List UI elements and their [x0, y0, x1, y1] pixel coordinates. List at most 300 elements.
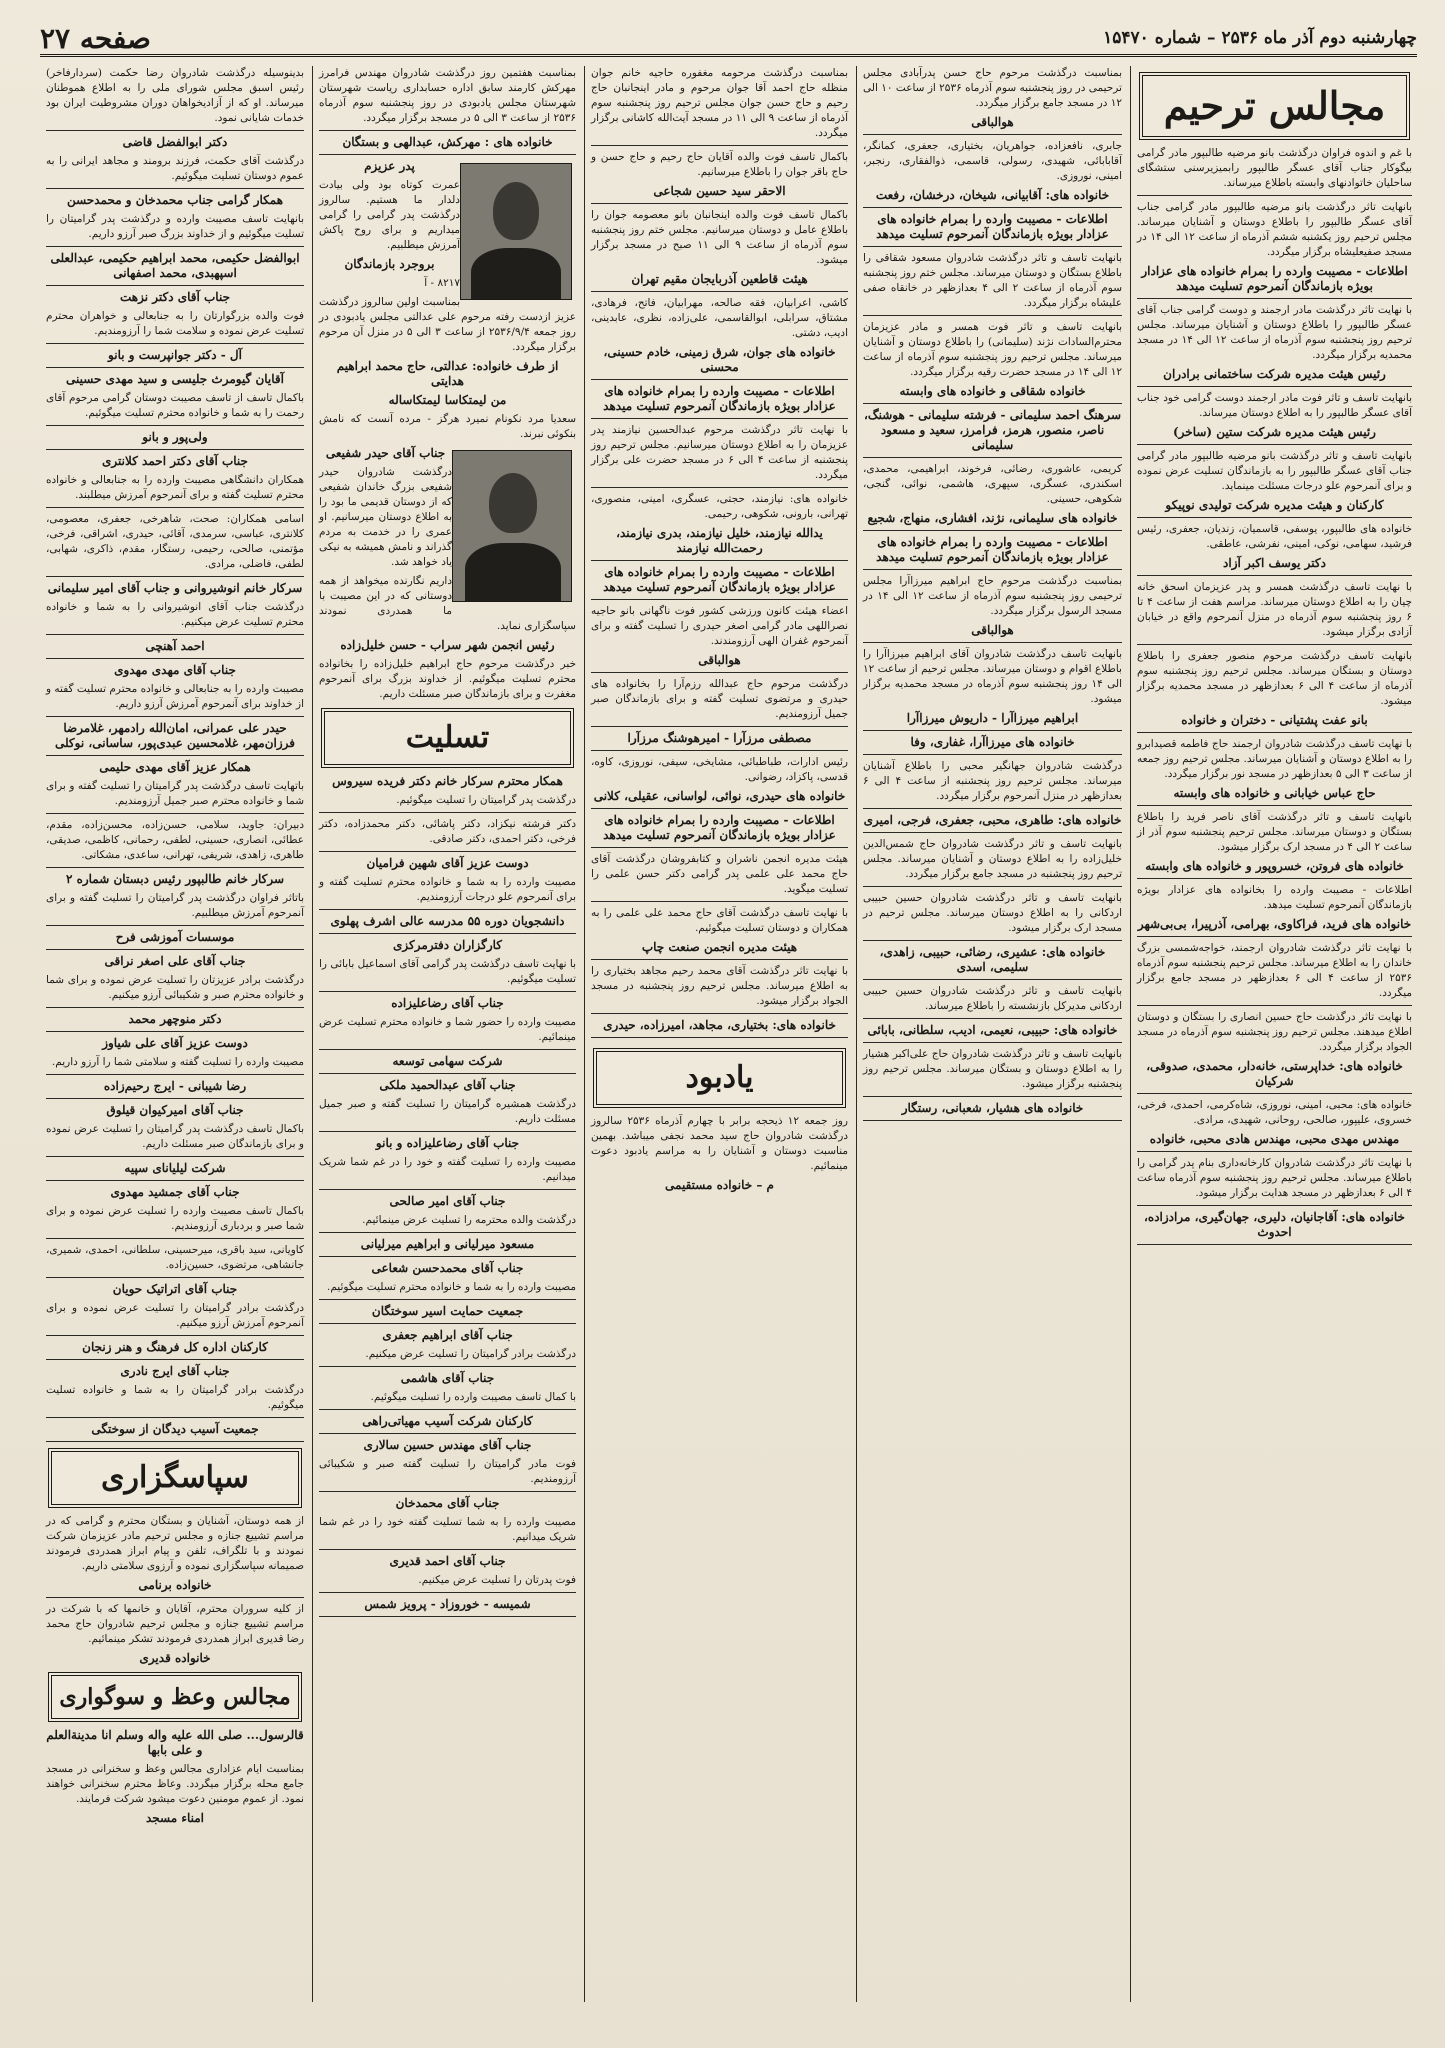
notice-title: کارکنان شرکت آسیب مهیاتی‌راهی — [362, 1414, 533, 1428]
notice-title: جمعیت آسیب دیدگان از سوختگی — [91, 1422, 259, 1436]
divider — [591, 203, 848, 204]
notice-signature: الاحقر سید حسین شجاعی — [653, 184, 786, 198]
notice-item — [863, 1101, 1122, 1121]
notice-title: همکار محترم سرکار خانم دکتر فریده سیروس — [332, 774, 563, 788]
notice-item — [46, 1161, 304, 1181]
notice-body: با نهایت تاسف درگذشت همسر و پدر عزیزمان اسحق خانه چیان را به اطلاع دوستان میرساند. مراسم هفت از ساعت ۴ تا ۶ روز پنجشنبه سوم آذرماه در منزل آنمرحوم واقع در خیابان آزادی برگزار میشود. — [1137, 581, 1412, 638]
notice-item — [46, 1243, 304, 1278]
notice-title: جناب آقای ابراهیم جعفری — [382, 1328, 513, 1342]
notice-signature: خانواده های: حبیبی، نعیمی، ادیب، سلطانی، بابائی — [867, 1023, 1118, 1037]
notice-item — [1137, 810, 1412, 879]
divider — [46, 1180, 304, 1181]
notice-signature: خانواده های : مهرکش، عبدالهی و بستگان — [342, 135, 553, 149]
notice-item — [863, 462, 1122, 531]
notice-item — [591, 492, 848, 561]
notice-item — [863, 66, 1122, 135]
divider — [863, 1018, 1122, 1019]
notice-body: بمناسبت درگذشت مرحومه مغفوره حاجیه خانم جوان منظله حاج احمد آقا جوان مرحوم و مادر اینجانبان حاج رحیم و حاج حسن جوان مجلس ترحیم روز پنجشنبه سوم آذرماه از ساعت ۹ الی ۱۱ در مسجد آیت‌الله کاشانی برگزار میگردد. — [591, 67, 849, 139]
notice-item — [46, 818, 304, 868]
notice-body: کریمی، عاشوری، رضائی، فرخوند، ابراهیمی، محمدی، اسکندری، عسگری، سپهری، هاشمی، نوائی، گنجی، شکوهی، حسینی. — [863, 463, 1122, 505]
notice-title: جناب آقای محمدخان — [395, 1496, 500, 1510]
notice-body: درگذشت برادر گرامیتان را به شما و خانواده تسلیت میگوئیم. — [46, 1384, 304, 1411]
divider — [319, 1491, 576, 1492]
notice-body: درگذشت مرحوم حاج عبدالله رزم‌آرا را بخانواده های حیدری و مرتضوی تسلیت گفته و برای بازماندگان صبر جمیل آرزومندیم. — [591, 678, 848, 720]
divider — [46, 813, 304, 814]
notice-body: درگذشت برادر گرامیتان را تسلیت عرض میکنیم. — [365, 1348, 576, 1360]
notice-item — [1137, 522, 1412, 576]
notice-title: کارکنان اداره کل فرهنگ و هنر زنجان — [82, 1340, 268, 1354]
divider — [591, 750, 848, 751]
notice-list — [863, 66, 1122, 1121]
divider — [1137, 1205, 1412, 1206]
notice-item — [319, 856, 576, 910]
divider — [319, 1073, 576, 1074]
sepas-text-1: از همه دوستان، آشنایان و بستگان محترم و گرامی که در مراسم تشییع جنازه و مجلس ترحیم مادر عزیزمان شرکت نمودند و با تلگراف، تلفن و پیام ابراز همدردی فرمودند صمیمانه سپاسگزاری نموده و آرزوی سلامتی داریم. — [46, 1515, 304, 1572]
divider — [1137, 298, 1412, 299]
notice-item — [591, 384, 848, 419]
divider — [1137, 878, 1412, 879]
notice-item — [591, 1018, 848, 1038]
divider — [591, 599, 848, 600]
notice-body: با نهایت تاثر درگذشت آقای محمد رحیم مجاهد بختیاری را به اطلاع میرساند. مجلس ترحیم روز پنجشنبه در مسجد الجواد برگزار میشود. — [591, 965, 848, 1007]
divider — [863, 530, 1122, 531]
divider — [863, 569, 1122, 570]
divider — [591, 1037, 848, 1038]
notice-title: آقایان گیومرث جلیسی و سید مهدی حسینی — [66, 372, 284, 386]
notice-item — [319, 393, 576, 442]
divider — [46, 867, 304, 868]
notice-signature: بانو عفت پشتیانی - دختران و خانواده — [1181, 713, 1368, 727]
divider — [591, 808, 848, 809]
divider — [1137, 1151, 1412, 1152]
notice-signature: خانواده های: طاهری، محبی، جعفری، فرجی، امیری — [863, 813, 1122, 827]
notice-item — [46, 1364, 304, 1418]
notice-signature: هوالباقی — [971, 115, 1014, 129]
notice-body: بانهایت تاسف و تاثر فوت مادر ارجمند دوست گرامی خود جناب آقای عسگر طالبپور را به اطلاع دوستان میرساند. — [1137, 392, 1412, 419]
portrait-photo-1 — [460, 163, 572, 300]
notice-body: با نهایت تاثر درگذشت شادروان کارخانه‌داری بنام پدر گرامی را باطلاع میرساند. مجلس ترحیم روز پنجشنبه سوم آذرماه ساعت ۴ الی ۶ بعدازظهر در مسجد هدایت برگزار میشود. — [1137, 1157, 1412, 1199]
divider — [46, 1441, 304, 1442]
notice-body: درگذشت آقای حکمت، فرزند برومند و مجاهد ایرانی را به عموم دوستان تسلیت میگوئیم. — [46, 155, 304, 182]
divider — [319, 1299, 576, 1300]
notice-body: درگذشت والده محترمه را تسلیت عرض مینمائیم. — [362, 1214, 576, 1226]
notice-item — [1137, 1098, 1412, 1152]
notice-title: پدر عزیزم — [364, 159, 415, 173]
notice-list — [319, 774, 576, 1617]
notice-signature: مهندس مهدی محبی، مهندس هادی محبی، خانواده — [1149, 1132, 1400, 1146]
divider — [319, 933, 576, 934]
notice-item — [46, 1079, 304, 1099]
notice-body: اسامی همکاران: صحت، شاهرخی، جعفری، معصومی، کلانتری، عباسی، سرمدی، آقائی، حیدری، اشراقی، فرخی، مؤتمنی، صالحی، رحیمی، رستگار، مقدم، ذاکری، شهابی، لطفی، فاضلی، مرادی. — [46, 513, 304, 570]
notice-item — [319, 1328, 576, 1367]
notice-item — [591, 731, 848, 751]
notice-item — [46, 193, 304, 247]
divider — [46, 1277, 304, 1278]
notice-title: حیدر علی عمرانی، امان‌الله رادمهر، غلامرضا فرزان‌مهر، غلامحسین عبدی‌پور، ساسانی، نوکلی — [54, 721, 296, 750]
notice-signature: رئیس هیئت مدیره شرکت ساختمانی برادران — [1163, 367, 1386, 381]
notice-title: همکار عزیز آقای مهدی حلیمی — [99, 760, 251, 774]
notice-item — [319, 938, 576, 992]
divider — [319, 1366, 576, 1367]
section-banner-tasliat: تسلیت — [321, 708, 574, 768]
notice-item — [319, 1304, 576, 1324]
divider — [319, 154, 576, 155]
notice-body: بانهایت تاسف و تاثر درگذشت شادروان حسین حبیبی اردکانی مدیرکل بازنشسته را باطلاع میرساند. — [863, 985, 1122, 1012]
notice-title: ولی‌پور و بانو — [142, 430, 208, 444]
divider — [863, 207, 1122, 208]
notice-title: جناب آقای عبدالحمید ملکی — [379, 1078, 516, 1092]
divider — [319, 130, 576, 131]
notice-item — [863, 735, 1122, 755]
notice-body: با نهایت تاثر درگذشت مادر ارجمند و دوست گرامی جناب آقای عسگر طالبپور را باطلاع دوستان و آشنایان میرساند. مجلس ترحیم روز پنجشنبه سوم آذرماه از ساعت ۱۲ الی ۱۴ در مسجد محمدیه برگزار میگردد. — [1137, 304, 1413, 361]
notice-item — [319, 1078, 576, 1132]
notice-title: جناب آقای مهدی مهدوی — [114, 663, 236, 677]
notice-item — [1137, 649, 1412, 733]
notice-signature: خانواده های میرزاآرا، غفاری، وفا — [910, 735, 1075, 749]
divider — [46, 634, 304, 635]
notice-item — [863, 891, 1122, 941]
notice-signature: سرهنگ احمد سلیمانی - فرشته سلیمانی - هوشنگ، ناصر، منصور، هرمز، فرامرز، سعید و مسعود سلیمانی — [863, 408, 1121, 452]
page-number: صفحه ۲۷ — [40, 21, 151, 55]
notice-body: فوت پدرتان را تسلیت عرض میکنیم. — [418, 1574, 576, 1586]
notice-title: سرکار خانم طالبپور رئیس دبستان شماره ۲ — [65, 872, 285, 886]
notice-body: بانهایت تاسف و تاثر فوت همسر و مادر عزیزمان محترم‌السادات نژند (سلیمانی) را باطلاع دوستان و آشنایان میرساند. مجلس ترحیم روز پنجشنبه سوم آذرماه از ساعت ۱۲ الی ۱۴ در مسجد حضرت رقیه برگزار میگردد. — [863, 321, 1122, 378]
notice-list — [319, 66, 576, 155]
notice-item — [1137, 883, 1412, 937]
notice-item — [46, 930, 304, 950]
notice-item — [46, 372, 304, 426]
column-2 — [856, 66, 1128, 2002]
notice-body: بانهایت تاسف و تاثر درگذشت شادروان حسین حبیبی اردکانی را به اطلاع دوستان میرساند. مجلس ترحیم در مسجد ارک برگزار میشود. — [863, 892, 1122, 934]
notice-body: باکمال تاسف فوت والده اینجانبان بانو معصومه جوان را باطلاع عامل و دوستان میرسانیم. مجلس ختم روز پنجشنبه سوم آذرماه از ساعت ۹ الی ۱۱ صبح در مسجد برگزار میشود. — [591, 209, 848, 266]
notice-item — [319, 1237, 576, 1257]
divider — [46, 367, 304, 368]
notice-title: جناب آقای جمشید مهدوی — [110, 1185, 240, 1199]
divider — [319, 1549, 576, 1550]
notice-body: بمناسبت درگذشت مرحوم حاج حسن پدرآبادی مجلس ترحیمی در روز پنجشنبه سوم آذرماه ۲۵۳۶ از ساعت ۱۰ الی ۱۲ در مسجد جامع برگزار میگردد. — [863, 67, 1122, 109]
notice-item — [319, 638, 576, 702]
divider — [863, 246, 1122, 247]
notice-item — [46, 1036, 304, 1075]
notice-signature: هیئت مدیره انجمن صنعت چاپ — [641, 940, 798, 954]
notice-signature: خانواده های فروتن، خسروپور و خانواده های وابسته — [1145, 859, 1404, 873]
divider — [591, 847, 848, 848]
notice-body: با نهایت تاسف درگذشت پدر گرامی آقای اسماعیل بابائی را تسلیت میگوئیم. — [319, 958, 576, 985]
notice-item — [591, 813, 848, 848]
divider — [863, 808, 1122, 809]
notice-body: بانهایت تاسف و تاثر درگذشت آقای ناصر فرید را باطلاع بستگان و دوستان میرساند. مجلس ترحیم پنجشنبه سوم آذر از ساعت ۲ الی ۴ در مسجد ارک برگزار میشود. — [1137, 811, 1412, 853]
notice-body: ۸۲۱۷ - آ — [424, 277, 460, 289]
portrait-photo-2 — [452, 450, 572, 602]
yadbud-text: روز جمعه ۱۲ ذیحجه برابر با چهارم آذرماه ۲۵۳۶ سالروز درگذشت شادروان حاج سید محمد نجفی میباشد. بهمین مناسبت دوستان و آشنایان را به مراسم یادبود دعوت مینمائیم. — [591, 1115, 848, 1172]
divider — [591, 901, 848, 902]
notice-item — [319, 66, 576, 131]
notice-body: کاویانی، سید باقری، میرحسینی، سلطانی، احمدی، شمیری، جانشاهی، مرتضوی، حسین‌زاده. — [46, 1244, 304, 1271]
notice-body: دبیران: جاوید، سلامی، حسن‌زاده، محسن‌زاده، مقدم، عطائی، انصاری، حسینی، لطفی، رحمانی، کاظمی، صدیقی، طاهری، زاهدی، شریفی، تهرانی، ساعدی، مشکاتی. — [46, 819, 304, 861]
notice-item — [319, 1261, 576, 1300]
divider — [46, 1335, 304, 1336]
divider — [319, 1049, 576, 1050]
notice-body: بمناسبت اولین سالروز درگذشت عزیز ازدست رفته مرحوم علی عدالتی مجلس یادبودی در روز جمعه ۲۵۳۶/۹/۴ از ساعت ۳ الی ۵ در منزل آن مرحوم برگزار میگردد. — [319, 296, 576, 353]
divider — [319, 851, 576, 852]
notice-body: درگذشت برادر عزیزتان را تسلیت عرض نموده و برای شما و خانواده محترم صبر و شکیبائی آرزو میکنیم. — [46, 974, 304, 1001]
notice-title: موسسات آموزشی فرح — [115, 930, 235, 944]
notice-body: همکاران دانشگاهی مصیبت وارده را به جنابعالی و خانواده محترم تسلیت گفته و برای آنمرحوم آمرزش میطلبند. — [46, 474, 304, 501]
notice-item — [319, 1136, 576, 1190]
divider — [591, 1013, 848, 1014]
notice-item — [319, 1414, 576, 1434]
divider — [863, 315, 1122, 316]
notice-title: بروجرد بازماندگان — [344, 257, 435, 271]
notice-signature: هوالباقی — [698, 653, 741, 667]
notice-body: دکتر فرشته نیکزاد، دکتر پاشائی، دکتر محمدزاده، دکتر فرخی، دکتر احمدی، دکتر صادقی. — [319, 818, 576, 845]
notice-body: خانواده های طالبپور، یوسفی، قاسمیان، زندیان، جعفری، رئیس فرشید، سهامی، نوکی، امینی، نفرشی، عاطقی. — [1137, 523, 1412, 550]
divider — [46, 188, 304, 189]
notice-title: رضا شیبانی - ایرج رحیم‌زاده — [103, 1079, 247, 1093]
notice-item — [591, 964, 848, 1014]
notice-item — [46, 581, 304, 635]
notice-body: با نهایت تاسف درگذشت شادروان ارجمند حاج فاطمه قصیدابرو را به اطلاع دوستان و آشنایان میرساند. مجلس ترحیم روز جمعه از ساعت ۳ الی ۵ بعدازظهر در مسجد نور برگزار میگردد. — [1137, 738, 1412, 780]
notice-body: خبر درگذشت مرحوم حاج ابراهیم خلیل‌زاده را بخانواده محترم تسلیت میگوئیم. از خداوند بزرگ برای آنمرحوم مغفرت و برای بازماندگان صبر مسئلت داریم. — [319, 658, 576, 700]
notice-body: اعضاء هیئت کانون ورزشی کشور فوت ناگهانی بانو حاجیه نصراللهی مادر گرامی اصغر حیدری را تسلیت گفته و برای آنمرحوم غفران الهی آرزومندند. — [591, 605, 848, 647]
divider — [591, 672, 848, 673]
notice-body: درگذشت جناب آقای انوشیروانی را به شما و خانواده محترم تسلیت عرض میکنیم. — [46, 601, 304, 628]
divider — [591, 959, 848, 960]
notice-body: بانهایت تاسف درگذشت مرحوم منصور جعفری را باطلاع دوستان و بستگان میرساند. مجلس ترحیم روز پنجشنبه سوم آذرماه از ساعت ۴ الی ۶ بعدازظهر در مسجد محمدیه برگزار میشود. — [1137, 650, 1412, 707]
notice-signature: رئیس هیئت مدیره شرکت ستین (ساخر) — [1173, 425, 1376, 439]
divider — [46, 1417, 304, 1418]
notice-signature: خانواده های: عشیری، رضائی، حبیبی، زاهدی، سلیمی، اسدی — [879, 945, 1106, 974]
notice-item — [591, 906, 848, 960]
divider — [591, 145, 848, 146]
notice-body: بانهایت تاثر درگذشت بانو مرضیه طالبپور مادر گرامی جناب آقای عسگر طالبپور را باطلاع دوستان و آشنایان میرساند. مجلس ترحیم روز یکشنبه ششم آذرماه از ساعت ۱۲ الی ۱۴ در مسجد صفیعلیشاه برگزار میگردد. — [1137, 201, 1412, 258]
section-banner-majales-tarhim: مجالس ترحیم — [1139, 72, 1410, 140]
divider — [1137, 936, 1412, 937]
notice-item — [319, 1194, 576, 1233]
notice-item — [46, 1012, 304, 1032]
notice-item — [46, 1340, 304, 1360]
notice-body: هیئت مدیره انجمن ناشران و کتابفروشان درگذشت آقای حاج محمد علی علمی پدر گرامی دکتر حسن علمی را تسلیت میگوید. — [591, 853, 848, 895]
notice-item — [46, 954, 304, 1008]
divider — [319, 1323, 576, 1324]
notice-body: مصیبت وارده را به شما و خانواده محترم تسلیت میگوئیم. — [326, 1281, 576, 1293]
notice-body: بانهایت تاسف و تاثر درگذشت شادروان مسعود شقاقی را باطلاع بستگان و دوستان میرساند. مجلس ختم روز پنجشنبه سوم آذرماه از ساعت ۲ الی ۴ بعدازظهر در خانقاه صفی علیشاه برگزار میگردد. — [863, 252, 1123, 309]
notice-item — [319, 1496, 576, 1550]
notice-item — [46, 639, 304, 659]
divider — [591, 379, 848, 380]
divider — [1137, 805, 1412, 806]
notice-item — [863, 212, 1122, 247]
notice-item — [863, 759, 1122, 809]
notice-title: جناب آقای حیدر شفیعی — [325, 446, 446, 460]
notice-body: با نهایت تاثر درگذشت شادروان ارجمند، خواجه‌شمسی بزرگ خاندان را به اطلاع میرساند. مجلس ترحیم پنجشنبه سوم آذرماه ۲۵۳۶ از ساعت ۴ الی ۶ بعدازظهر در مسجد جامع برگزار میگردد. — [1137, 942, 1413, 999]
divider — [863, 940, 1122, 941]
notice-item — [1137, 1156, 1412, 1206]
divider — [863, 832, 1122, 833]
divider — [319, 1232, 576, 1233]
notice-item — [319, 996, 576, 1050]
notice-title: از طرف خانواده: عدالتی، حاج محمد ابراهیم هدایتی — [336, 359, 559, 388]
notice-title: شرکت لیلیانای سپیه — [124, 1161, 226, 1175]
section-banner-majales-vaz: مجالس وعظ و سوگواری — [48, 1672, 302, 1722]
notice-item — [319, 774, 576, 813]
notice-item — [46, 348, 304, 368]
notice-item — [46, 663, 304, 717]
notice-body: خانواده های: نیازمند، حجتی، عسگری، امینی، منصوری، تهرانی، بارونی، شکوهی، رحیمی. — [591, 493, 848, 520]
notice-body: فوت والده بزرگوارتان را به جنابعالی و خواهران محترم تسلیت عرض نموده و سلامت شما را آرزومندیم. — [46, 310, 304, 337]
divider — [46, 949, 304, 950]
divider — [319, 812, 576, 813]
notice-signature: اطلاعات - مصیبت وارده را بمرام خانواده های عزادار بویژه بازماندگان آنمرحوم تسلیت میدهد — [603, 565, 836, 594]
notice-signature: خانواده شقاقی و خانواده های وابسته — [899, 384, 1086, 398]
divider — [1137, 386, 1412, 387]
notice-title: جمعیت حمایت اسیر سوختگان — [371, 1304, 524, 1318]
notice-item — [863, 1047, 1122, 1097]
notice-item — [863, 408, 1122, 458]
notice-body: درگذشت برادر گرامیتان را تسلیت عرض نموده و برای آنمرحوم آمرزش آرزو میکنیم. — [46, 1302, 304, 1329]
notice-item — [319, 1554, 576, 1593]
yadbud-signature: م – خانواده مستقیمی — [665, 1178, 774, 1192]
notice-signature: کارکنان و هیئت مدیره شرکت تولیدی نوپیکو — [1165, 498, 1384, 512]
notice-item — [591, 150, 848, 204]
notice-item — [863, 945, 1122, 980]
notice-signature: خانواده های سلیمانی، نژند، افشاری، منهاج، شجیع — [867, 511, 1118, 525]
notice-body: با کمال تاسف مصیبت وارده را تسلیت میگوئیم. — [370, 1391, 576, 1403]
divider — [46, 449, 304, 450]
notice-item — [863, 574, 1122, 643]
notice-item — [863, 984, 1122, 1019]
divider — [46, 716, 304, 717]
notice-item — [319, 914, 576, 934]
notice-body: بانهایت تاسف مصیبت وارده و درگذشت پدر گرامیتان را تسلیت میگوئیم و از خداوند بزرگ صبر آرزو داریم. — [46, 213, 304, 240]
notice-item — [591, 296, 848, 380]
divider — [319, 1616, 576, 1617]
notice-title: من لیمتکاسا لیمتکاساله — [388, 393, 507, 407]
notice-title: جناب آقای مهندس حسین سالاری — [363, 1438, 532, 1452]
divider — [591, 726, 848, 727]
divider — [863, 1042, 1122, 1043]
notice-body: باتاثر فراوان درگذشت پدر گرامیتان را تسلیت گفته و برای آنمرحوم آمرزش میطلبیم. — [46, 892, 304, 919]
notice-item — [46, 872, 304, 926]
notice-title: دوست عزیز آقای علی شیاوز — [102, 1036, 248, 1050]
notice-body: درگذشت همشیره گرامیتان را تسلیت گفته و صبر جمیل مسئلت داریم. — [319, 1098, 576, 1125]
notice-title: کارگزاران دفترمرکزی — [392, 938, 503, 952]
notice-body: مصیبت وارده را حضور شما و خانواده محترم تسلیت عرض مینمائیم. — [319, 1016, 576, 1043]
divider — [863, 1096, 1122, 1097]
notice-body: جابری، نافعزاده، جواهریان، بختیاری، جعفری، کمانگر، آقابابائی، شهیدی، رسولی، قاسمی، ذوالفقاری، رنجبر، امینی، نوروزی. — [863, 140, 1122, 182]
notice-signature: مصطفی مرزآرا - امیرهوشنگ مرزآرا — [627, 731, 812, 745]
notice-title: دکتر منوچهر محمد — [128, 1012, 222, 1026]
notice-signature: اطلاعات - مصیبت وارده را بمرام خانواده های عزادار بویژه بازماندگان آنمرحوم تسلیت میدهد — [1141, 264, 1408, 293]
notice-signature: خانواده های حیدری، نوائی، لواسانی، عقیلی، کلانی — [593, 789, 846, 803]
notice-item — [863, 1023, 1122, 1043]
divider — [1137, 1005, 1412, 1006]
column-4 — [312, 66, 582, 2002]
divider — [1137, 575, 1412, 576]
notice-signature: هوالباقی — [971, 623, 1014, 637]
notice-body: باکمال تاسف مصیبت وارده را تسلیت عرض نموده و برای شما صبر و بردباری آرزومندیم. — [46, 1205, 304, 1232]
divider — [46, 576, 304, 577]
notice-body: بانهایت تاسف درگذشت شادروان آقای ابراهیم میرزاآرا را باطلاع اقوام و دوستان میرساند. مجلس ترحیم از ساعت ۱۲ الی ۱۴ روز پنجشنبه سوم آذرماه در مسجد محمدیه برگزار میشود. — [863, 648, 1122, 705]
vaz-heading: قالرسول... صلی الله علیه واله وسلم انا مدینة‌العلم و علی بابها — [46, 1728, 304, 1757]
issue-date: چهارشنبه دوم آذر ماه ۲۵۳۶ – شماره ۱۵۴۷۰ — [1103, 28, 1417, 48]
notice-title: شرکت سهامی توسعه — [392, 1054, 503, 1068]
notice-list — [591, 66, 848, 1038]
divider — [46, 1238, 304, 1239]
notice-title: جناب آقای اتراتیک حویان — [112, 1282, 238, 1296]
divider — [46, 130, 304, 131]
notice-item — [319, 1597, 576, 1617]
divider — [1137, 644, 1412, 645]
notice-title: جناب آقای علی اصغر نراقی — [104, 954, 246, 968]
notice-item — [1137, 146, 1412, 196]
notice-title: جناب آقای احمد قدیری — [389, 1554, 506, 1568]
notice-signature: اطلاعات - مصیبت وارده را بمرام خانواده های عزادار بویژه بازماندگان آنمرحوم تسلیت میدهد — [603, 384, 836, 413]
notice-item — [319, 1438, 576, 1492]
notice-title: جناب آقای امیر صالحی — [389, 1194, 506, 1208]
notice-item — [591, 565, 848, 600]
divider — [1137, 195, 1412, 196]
notice-body: اطلاعات - مصیبت وارده را بخانواده های عزادار بویژه بازماندگان آنمرحوم تسلیت میدهد. — [1137, 884, 1412, 911]
notice-body: بانهایت تاسف و تاثر درگذشت شادروان حاج شمس‌الدین خلیل‌زاده را به اطلاع دوستان و آشنایان میرساند. مجلس ترحیم روز پنجشنبه در مسجد جامع برگزار میگردد. — [863, 838, 1122, 880]
sepas-signature-2: خانواده قدیری — [139, 1651, 211, 1665]
notice-item — [863, 251, 1122, 316]
notice-body: درگذشت شادروان جهانگیر محبی را باطلاع آشنایان میرساند. مجلس ترحیم روز پنجشنبه از ساعت ۴ الی ۶ بعدازظهر در منزل آنمرحوم برگزار میگردد. — [863, 760, 1122, 802]
notice-signature: خانواده های فرید، فراکاوی، بهرامی، آذرپیرا، بی‌بی‌شهر — [1137, 917, 1412, 931]
divider — [863, 403, 1122, 404]
divider — [863, 457, 1122, 458]
notice-title: ابوالفضل حکیمی، محمد ابراهیم حکیمی، عبدالعلی اسپهبدی، محمد اصفهانی — [50, 251, 300, 280]
notice-signature: خانواده های هشیار، شعبانی، رستگار — [901, 1101, 1084, 1115]
notice-body: سعدیا مرد نکونام نمیرد هرگز - مرده آنست که نامش بنکوئی نبرند. — [319, 413, 576, 440]
section-banner-sepasgozari: سپاسگزاری — [48, 1448, 302, 1508]
notice-body: با نهایت تاثر درگذشت حاج حسین انصاری را بستگان و دوستان اطلاع میدهند. مجلس ترحیم روز پنجشنبه سوم آذرماه در مسجد الجواد برگزار میگردد. — [1137, 1011, 1412, 1053]
notice-body: باکمال تاسف فوت والده آقایان حاج رحیم و حاج حسن و حاج باقر جوان را باطلاع میرسانیم. — [591, 151, 848, 178]
notice-body: مصیبت وارده را به شما و خانواده محترم تسلیت گفته و برای آنمرحوم علو درجات آرزومندیم. — [319, 876, 576, 903]
divider — [319, 1409, 576, 1410]
notice-signature: یدالله نیازمند، خلیل نیازمند، بدری نیازمند، رحمت‌الله نیازمند — [616, 526, 823, 555]
divider — [591, 291, 848, 292]
vaz-text: بمناسبت ایام عزاداری مجالس وعظ و سخنرانی در مسجد جامع محله برگزار میگردد. وعاظ محترم سخنرانی خواهند نمود. از عموم مومنین دعوت میشود شرکت فرمایند. — [46, 1763, 304, 1805]
notice-list — [1137, 146, 1412, 1245]
notice-item — [46, 1282, 304, 1336]
divider — [863, 979, 1122, 980]
notice-item — [319, 817, 576, 852]
divider — [46, 343, 304, 344]
notice-item — [863, 647, 1122, 731]
notice-body: بمناسبت درگذشت مرحوم حاج ابراهیم میرزاآرا مجلس ترحیمی روز پنجشنبه سوم آذرماه از ساعت ۱۲ الی ۱۴ در مسجد الرسول برگزار میگردد. — [863, 575, 1123, 617]
notice-item — [591, 755, 848, 809]
notice-item — [1137, 1210, 1412, 1245]
divider — [1137, 732, 1412, 733]
divider — [46, 1031, 304, 1032]
notice-title: جناب آقای ایرج نادری — [120, 1364, 230, 1378]
notice-item — [1137, 1010, 1412, 1094]
notice-item — [1137, 391, 1412, 445]
divider — [319, 1433, 576, 1434]
notice-title: آل - دکتر جوانپرست و بانو — [108, 348, 242, 362]
notice-item — [46, 430, 304, 450]
notice-item — [863, 813, 1122, 833]
notice-item — [863, 535, 1122, 570]
notice-body: با نهایت تاثر درگذشت مرحوم عبدالحسین نیازمند پدر عزیزمان را به اطلاع دوستان میرسانیم. مجلس ترحیم روز پنجشنبه از ساعت ۴ الی ۶ در مسجد حضرت علی برگزار میگردد. — [591, 424, 848, 481]
divider — [46, 246, 304, 247]
notice-signature: اطلاعات - مصیبت وارده را بمرام خانواده های عزادار بویژه بازماندگان آنمرحوم تسلیت میدهد — [876, 535, 1109, 564]
divider — [46, 755, 304, 756]
notice-signature: دکتر یوسف اکبر آزاد — [1223, 556, 1326, 570]
notice-title: جناب آقای دکتر نزهت — [119, 290, 230, 304]
column-1 — [1130, 66, 1418, 2002]
